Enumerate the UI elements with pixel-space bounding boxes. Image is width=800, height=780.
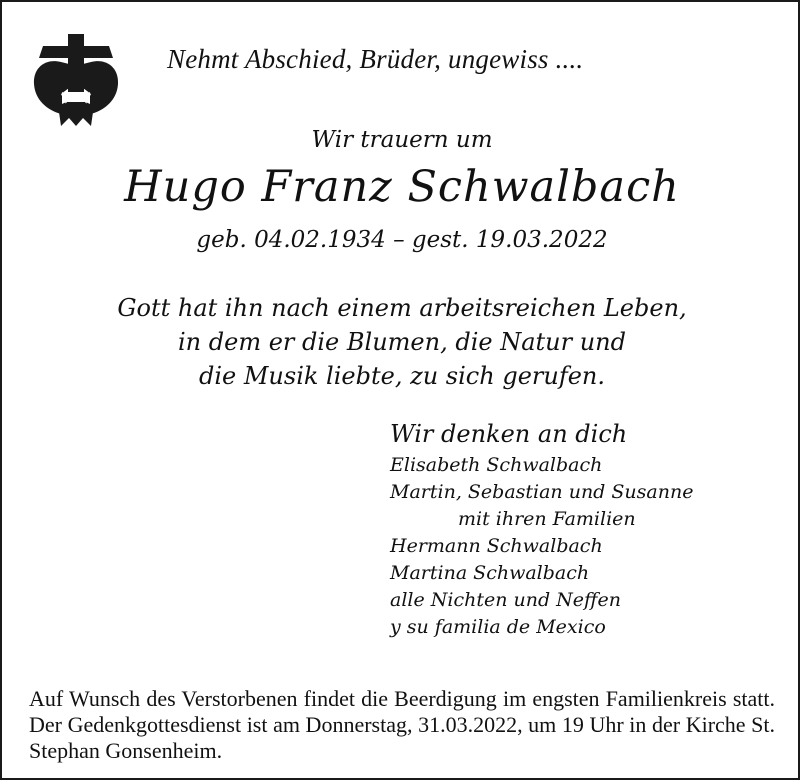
family-member: Elisabeth Schwalbach xyxy=(390,454,603,476)
family-member: y su familia de Mexico xyxy=(390,616,606,638)
family-member: mit ihren Familien xyxy=(458,508,636,530)
family-member: Martina Schwalbach xyxy=(390,562,590,584)
quote-line: die Musik liebte, zu sich gerufen. xyxy=(198,362,605,390)
family-member: Hermann Schwalbach xyxy=(390,535,603,557)
scout-emblem-icon xyxy=(31,34,121,126)
life-dates: geb. 04.02.1934 – gest. 19.03.2022 xyxy=(196,227,608,253)
mourning-intro: Wir trauern um xyxy=(311,127,493,153)
quote-line: in dem er die Blumen, die Natur und xyxy=(178,328,626,356)
funeral-notice-text: Auf Wunsch des Verstorbenen findet die Beerdigung im engsten Familienkreis statt. Der Gedenkgottesdienst ist am Donnerstag, 31.03.2022, um 19 Uhr in der Kirche St. Stephan Gonsenheim. xyxy=(29,686,775,763)
deceased-name: Hugo Franz Schwalbach xyxy=(124,162,680,212)
family-signatures xyxy=(390,420,693,641)
family-member: alle Nichten und Neffen xyxy=(390,589,621,611)
family-member: Martin, Sebastian und Susanne xyxy=(390,481,694,503)
memorial-quote xyxy=(2,291,800,393)
quote-line: Gott hat ihn nach einem arbeitsreichen Leben, xyxy=(117,294,687,322)
motto-heading: Nehmt Abschied, Brüder, ungewiss .... xyxy=(167,44,584,74)
family-heading: Wir denken an dich xyxy=(390,420,628,448)
